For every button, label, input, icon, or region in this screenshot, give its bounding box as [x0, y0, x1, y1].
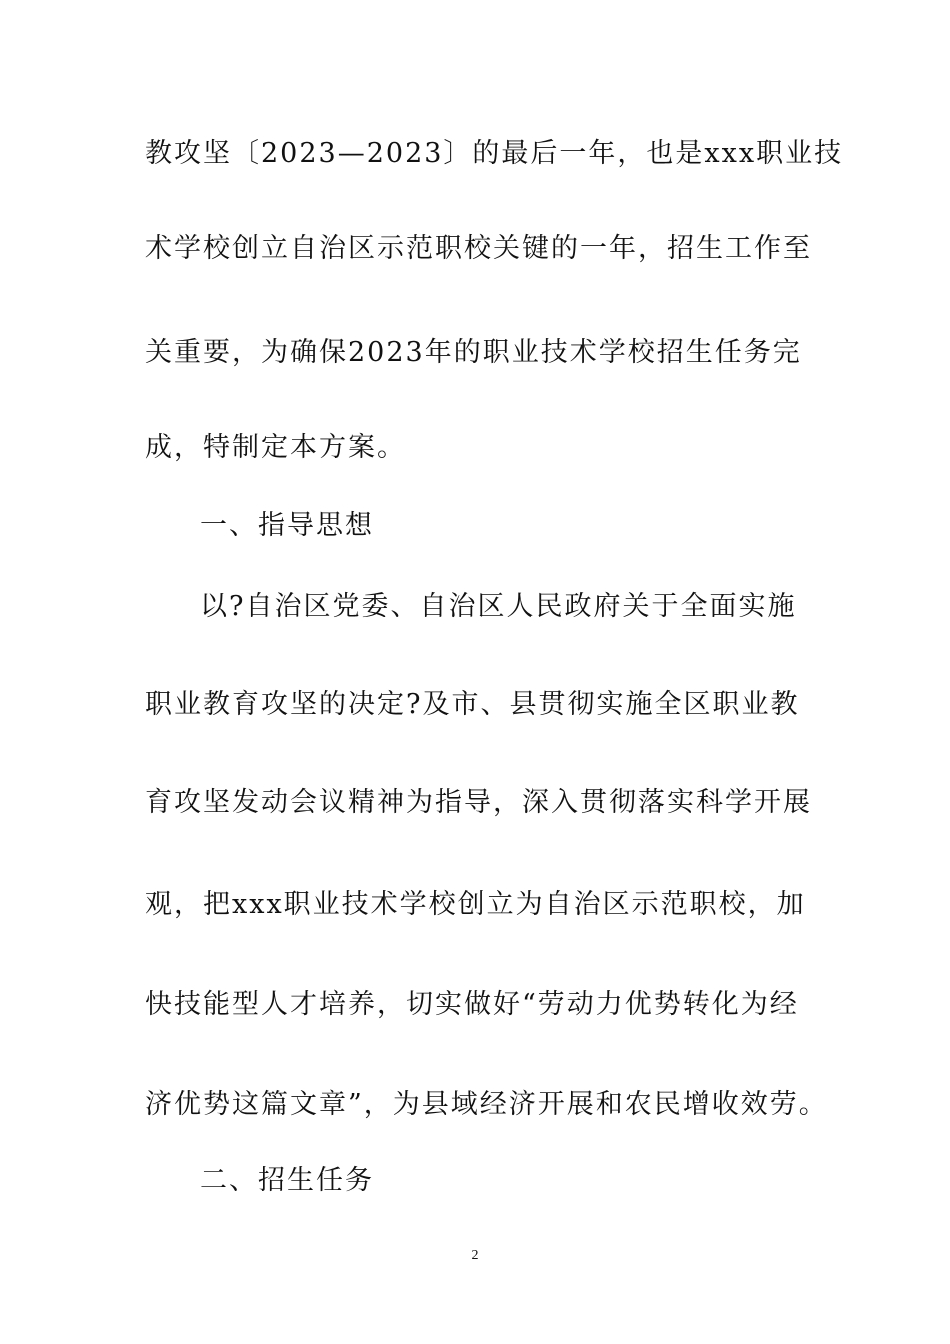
page-number: 2 — [471, 1248, 479, 1263]
paragraph-line: 成，特制定本方案。 — [145, 432, 406, 463]
paragraph-line: 济优势这篇文章”，为县域经济开展和农民增收效劳。 — [145, 1089, 828, 1120]
paragraph-line: 观，把xxx职业技术学校创立为自治区示范职校，加 — [145, 889, 806, 920]
paragraph-line: 快技能型人才培养，切实做好“劳动力优势转化为经 — [145, 989, 799, 1020]
paragraph-line: 职业教育攻坚的决定?及市、县贯彻实施全区职业教 — [145, 689, 800, 720]
paragraph-line: 关重要，为确保2023年的职业技术学校招生任务完 — [145, 337, 802, 368]
paragraph-line: 术学校创立自治区示范职校关键的一年，招生工作至 — [145, 233, 812, 264]
section-heading-enrollment-tasks: 二、招生任务 — [200, 1165, 374, 1196]
paragraph-line: 教攻坚〔2023—2023〕的最后一年，也是xxx职业技 — [145, 138, 844, 169]
section-heading-guiding-ideology: 一、指导思想 — [200, 510, 374, 541]
paragraph-line: 育攻坚发动会议精神为指导，深入贯彻落实科学开展 — [145, 787, 812, 818]
paragraph-line: 以?自治区党委、自治区人民政府关于全面实施 — [200, 591, 797, 622]
